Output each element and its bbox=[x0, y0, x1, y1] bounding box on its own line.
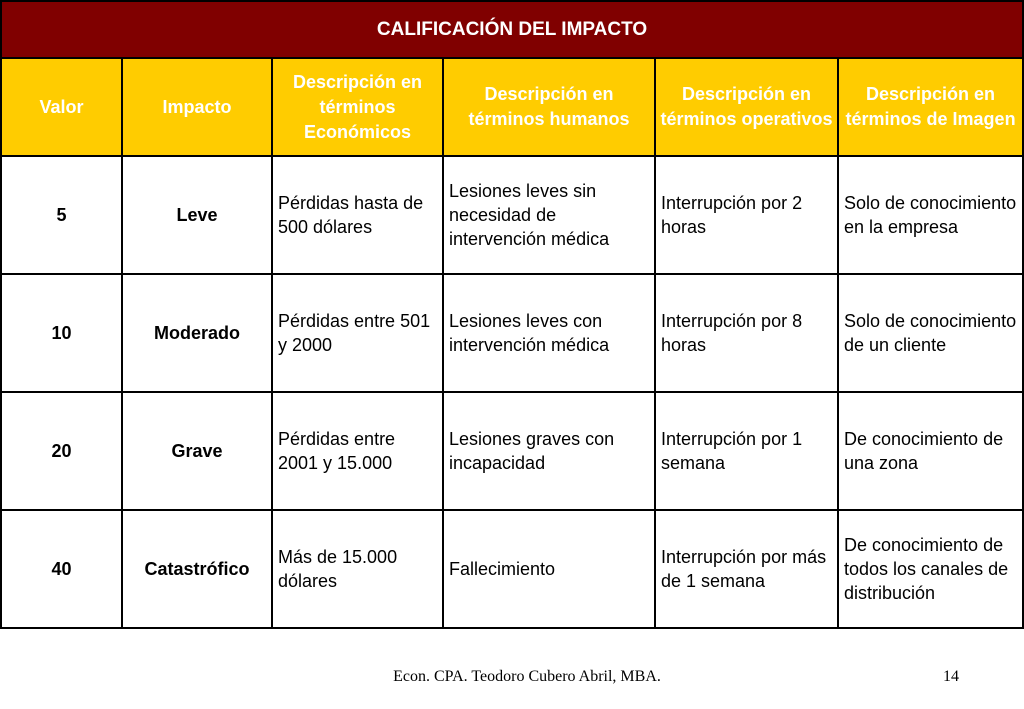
table-row bbox=[1, 510, 1023, 628]
header-row bbox=[1, 58, 1023, 156]
cell-economicos: Pérdidas entre 501 y 2000 bbox=[272, 274, 443, 392]
cell-operativos: Interrupción por más de 1 semana bbox=[655, 510, 838, 628]
page-number: 14 bbox=[943, 668, 959, 685]
table-row bbox=[1, 392, 1023, 510]
footer-author: Econ. CPA. Teodoro Cubero Abril, MBA. bbox=[393, 668, 661, 685]
cell-operativos: Interrupción por 2 horas bbox=[655, 156, 838, 274]
table-row bbox=[1, 274, 1023, 392]
table-title: CALIFICACIÓN DEL IMPACTO bbox=[1, 1, 1023, 58]
cell-impacto: Moderado bbox=[122, 274, 272, 392]
cell-operativos: Interrupción por 8 horas bbox=[655, 274, 838, 392]
cell-impacto: Leve bbox=[122, 156, 272, 274]
title-row bbox=[1, 1, 1023, 58]
cell-valor: 20 bbox=[1, 392, 122, 510]
header-imagen: Descripción en términos de Imagen bbox=[838, 58, 1023, 156]
cell-economicos: Más de 15.000 dólares bbox=[272, 510, 443, 628]
header-humanos: Descripción en términos humanos bbox=[443, 58, 655, 156]
header-economicos: Descripción en términos Económicos bbox=[272, 58, 443, 156]
header-valor: Valor bbox=[1, 58, 122, 156]
cell-imagen: De conocimiento de todos los canales de distribución bbox=[838, 510, 1023, 628]
header-impacto: Impacto bbox=[122, 58, 272, 156]
cell-imagen: Solo de conocimiento en la empresa bbox=[838, 156, 1023, 274]
cell-economicos: Pérdidas hasta de 500 dólares bbox=[272, 156, 443, 274]
cell-humanos: Lesiones graves con incapacidad bbox=[443, 392, 655, 510]
cell-economicos: Pérdidas entre 2001 y 15.000 bbox=[272, 392, 443, 510]
cell-valor: 40 bbox=[1, 510, 122, 628]
cell-humanos: Lesiones leves con intervención médica bbox=[443, 274, 655, 392]
cell-imagen: Solo de conocimiento de un cliente bbox=[838, 274, 1023, 392]
cell-impacto: Catastrófico bbox=[122, 510, 272, 628]
cell-humanos: Fallecimiento bbox=[443, 510, 655, 628]
table-row bbox=[1, 156, 1023, 274]
cell-impacto: Grave bbox=[122, 392, 272, 510]
cell-valor: 5 bbox=[1, 156, 122, 274]
cell-operativos: Interrupción por 1 semana bbox=[655, 392, 838, 510]
cell-imagen: De conocimiento de una zona bbox=[838, 392, 1023, 510]
cell-valor: 10 bbox=[1, 274, 122, 392]
cell-humanos: Lesiones leves sin necesidad de intervención médica bbox=[443, 156, 655, 274]
header-operativos: Descripción en términos operativos bbox=[655, 58, 838, 156]
